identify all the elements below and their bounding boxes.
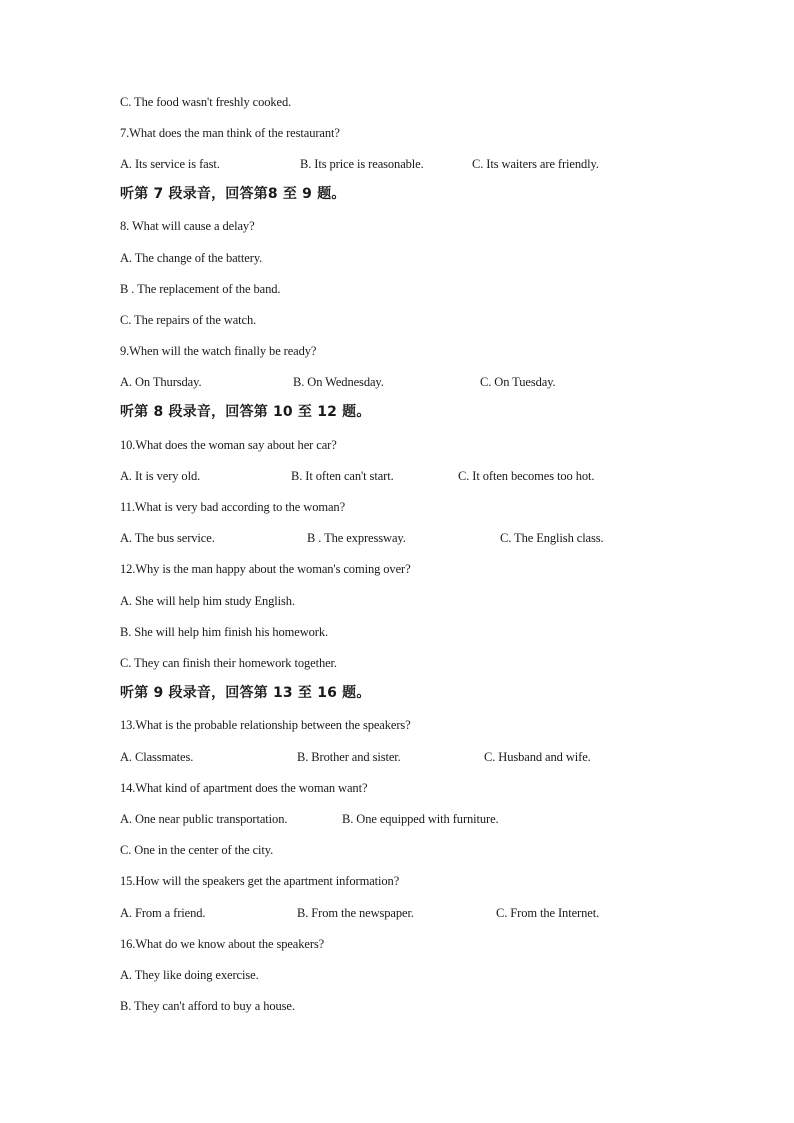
q14-option-c: C. One in the center of the city. <box>120 843 274 857</box>
q16-option-b: B. They can't afford to buy a house. <box>120 999 295 1013</box>
section-heading-8: 听第 8 段录音，回答第 10 至 12 题。 <box>120 404 371 420</box>
question-11: 11.What is very bad according to the woman? <box>120 500 346 514</box>
q9-option-b: B. On Wednesday. <box>293 375 384 389</box>
q13-option-a: A. Classmates. <box>120 750 194 764</box>
question-14: 14.What kind of apartment does the woman want? <box>120 781 368 795</box>
q14-option-a: A. One near public transportation. <box>120 812 288 826</box>
question-8: 8. What will cause a delay? <box>120 219 255 233</box>
q16-option-a: A. They like doing exercise. <box>120 968 259 982</box>
q8-option-c: C. The repairs of the watch. <box>120 313 257 327</box>
q13-option-c: C. Husband and wife. <box>484 750 591 764</box>
question-12: 12.Why is the man happy about the woman's coming over? <box>120 562 411 576</box>
q15-option-a: A. From a friend. <box>120 906 206 920</box>
q9-option-a: A. On Thursday. <box>120 375 202 389</box>
q7-option-b: B. Its price is reasonable. <box>300 157 424 171</box>
q6-option-c: C. The food wasn't freshly cooked. <box>120 95 292 109</box>
q13-option-b: B. Brother and sister. <box>297 750 401 764</box>
q12-option-c: C. They can finish their homework together. <box>120 656 337 670</box>
question-15: 15.How will the speakers get the apartment information? <box>120 874 400 888</box>
section-heading-7: 听第 7 段录音，回答第8 至 9 题。 <box>120 186 346 202</box>
q12-option-a: A. She will help him study English. <box>120 594 295 608</box>
section-heading-9: 听第 9 段录音，回答第 13 至 16 题。 <box>120 685 371 701</box>
q14-option-b: B. One equipped with furniture. <box>342 812 499 826</box>
q7-option-a: A. Its service is fast. <box>120 157 220 171</box>
q9-option-c: C. On Tuesday. <box>480 375 556 389</box>
q8-option-b: B . The replacement of the band. <box>120 282 281 296</box>
q10-option-c: C. It often becomes too hot. <box>458 469 595 483</box>
q8-option-a: A. The change of the battery. <box>120 251 263 265</box>
q10-option-b: B. It often can't start. <box>291 469 394 483</box>
question-10: 10.What does the woman say about her car? <box>120 438 337 452</box>
question-16: 16.What do we know about the speakers? <box>120 937 325 951</box>
q11-option-c: C. The English class. <box>500 531 604 545</box>
q11-option-a: A. The bus service. <box>120 531 215 545</box>
q15-option-b: B. From the newspaper. <box>297 906 414 920</box>
question-9: 9.When will the watch finally be ready? <box>120 344 317 358</box>
question-13: 13.What is the probable relationship between the speakers? <box>120 718 411 732</box>
q12-option-b: B. She will help him finish his homework. <box>120 625 329 639</box>
question-7: 7.What does the man think of the restaurant? <box>120 126 340 140</box>
q15-option-c: C. From the Internet. <box>496 906 600 920</box>
q7-option-c: C. Its waiters are friendly. <box>472 157 599 171</box>
q10-option-a: A. It is very old. <box>120 469 201 483</box>
q11-option-b: B . The expressway. <box>307 531 406 545</box>
